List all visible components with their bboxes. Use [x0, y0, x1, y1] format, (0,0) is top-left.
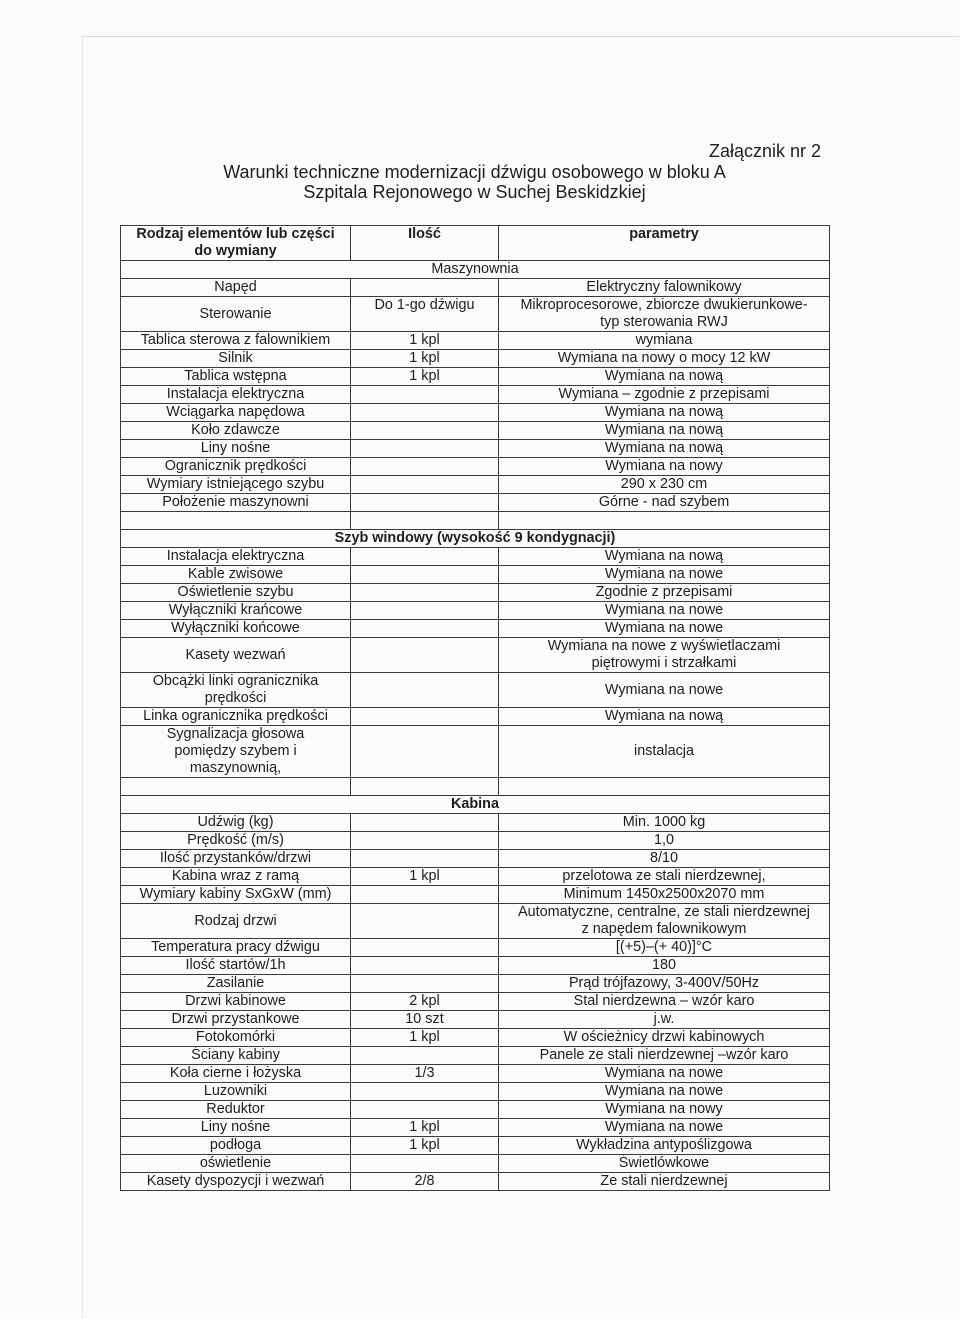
table-row	[121, 904, 830, 939]
parameters-cell: Wymiana na nową	[499, 404, 830, 422]
quantity-cell	[351, 476, 499, 494]
quantity-cell: 1 kpl	[351, 1119, 499, 1137]
quantity-cell	[351, 440, 499, 458]
element-cell: Drzwi kabinowe	[121, 993, 351, 1011]
quantity-cell: 1 kpl	[351, 350, 499, 368]
parameters-cell: instalacja	[499, 726, 830, 778]
title-line: Warunki techniczne modernizacji dźwigu osobowego w bloku A	[223, 162, 726, 182]
quantity-cell	[351, 422, 499, 440]
table-row	[121, 1047, 830, 1065]
element-cell: Kasety wezwań	[121, 638, 351, 673]
section-row-kabina	[121, 796, 830, 814]
element-cell: Ilość przystanków/drzwi	[121, 850, 351, 868]
parameters-cell: [(+5)–(+ 40)]°C	[499, 939, 830, 957]
table-row	[121, 566, 830, 584]
element-cell: Kable zwisowe	[121, 566, 351, 584]
table-row	[121, 422, 830, 440]
section-row-maszynownia	[121, 261, 830, 279]
specification-table	[120, 225, 830, 1191]
table-row	[121, 814, 830, 832]
parameters-cell: Wymiana na nowe	[499, 1119, 830, 1137]
quantity-cell	[351, 1101, 499, 1119]
element-cell: Linka ogranicznika prędkości	[121, 708, 351, 726]
parameters-cell: Wymiana na nową	[499, 548, 830, 566]
quantity-cell: 1 kpl	[351, 1137, 499, 1155]
section-title: Maszynownia	[121, 261, 830, 279]
table-row	[121, 368, 830, 386]
table-row	[121, 476, 830, 494]
parameters-cell: Elektryczny falownikowy	[499, 279, 830, 297]
parameters-cell: Min. 1000 kg	[499, 814, 830, 832]
parameters-cell: Wymiana na nowy	[499, 458, 830, 476]
quantity-cell: 1/3	[351, 1065, 499, 1083]
column-header-parameters: parametry	[499, 226, 830, 261]
quantity-cell	[351, 566, 499, 584]
parameters-cell: Świetlówkowe	[499, 1155, 830, 1173]
element-cell: Luzowniki	[121, 1083, 351, 1101]
parameters-cell: Wymiana na nową	[499, 422, 830, 440]
parameters-cell: Wymiana – zgodnie z przepisami	[499, 386, 830, 404]
table-row	[121, 584, 830, 602]
quantity-cell: 10 szt	[351, 1011, 499, 1029]
quantity-cell	[351, 548, 499, 566]
element-cell: Fotokomórki	[121, 1029, 351, 1047]
parameters-cell: 1,0	[499, 832, 830, 850]
quantity-cell	[351, 975, 499, 993]
document-title	[120, 162, 829, 202]
element-cell: oświetlenie	[121, 1155, 351, 1173]
quantity-cell	[351, 1047, 499, 1065]
element-cell: Obcążki linki ogranicznika prędkości	[121, 673, 351, 708]
document	[120, 140, 829, 1191]
quantity-cell: 1 kpl	[351, 1029, 499, 1047]
table-row	[121, 1119, 830, 1137]
quantity-cell	[351, 638, 499, 673]
table-row	[121, 350, 830, 368]
parameters-cell: 290 x 230 cm	[499, 476, 830, 494]
parameters-cell: wymiana	[499, 332, 830, 350]
section-title: Kabina	[121, 796, 830, 814]
element-cell: Sterowanie	[121, 297, 351, 332]
table-row	[121, 458, 830, 476]
parameters-cell: 8/10	[499, 850, 830, 868]
parameters-cell: Wymiana na nową	[499, 440, 830, 458]
quantity-cell	[351, 458, 499, 476]
element-cell: Ściany kabiny	[121, 1047, 351, 1065]
quantity-cell	[351, 904, 499, 939]
table-row	[121, 1173, 830, 1191]
blank-row	[121, 778, 830, 796]
parameters-cell: W ościeżnicy drzwi kabinowych	[499, 1029, 830, 1047]
quantity-cell	[351, 279, 499, 297]
parameters-cell: Wymiana na nową	[499, 368, 830, 386]
table-row	[121, 404, 830, 422]
table-row	[121, 886, 830, 904]
element-cell: Temperatura pracy dźwigu	[121, 939, 351, 957]
element-cell: Instalacja elektryczna	[121, 386, 351, 404]
element-cell: Ogranicznik prędkości	[121, 458, 351, 476]
table-row	[121, 1029, 830, 1047]
element-cell: Wyłączniki końcowe	[121, 620, 351, 638]
parameters-cell: j.w.	[499, 1011, 830, 1029]
quantity-cell	[351, 939, 499, 957]
parameters-cell: Minimum 1450x2500x2070 mm	[499, 886, 830, 904]
quantity-cell: 1 kpl	[351, 868, 499, 886]
parameters-cell: 180	[499, 957, 830, 975]
table-row	[121, 279, 830, 297]
table-row	[121, 850, 830, 868]
parameters-cell: Wymiana na nowe	[499, 1065, 830, 1083]
element-cell: Koło zdawcze	[121, 422, 351, 440]
parameters-cell: Wymiana na nowe	[499, 1083, 830, 1101]
parameters-cell: Wymiana na nowe	[499, 602, 830, 620]
quantity-cell: 2 kpl	[351, 993, 499, 1011]
table-row	[121, 1137, 830, 1155]
quantity-cell: Do 1-go dźwigu	[351, 297, 499, 332]
element-cell: Wyłączniki krańcowe	[121, 602, 351, 620]
table-row	[121, 440, 830, 458]
empty-cell	[351, 512, 499, 530]
column-header-quantity: Ilość	[351, 226, 499, 261]
element-cell: Zasilanie	[121, 975, 351, 993]
table-row	[121, 957, 830, 975]
parameters-cell: Wymiana na nowy	[499, 1101, 830, 1119]
column-header-element: Rodzaj elementów lub części do wymiany	[121, 226, 351, 261]
quantity-cell	[351, 708, 499, 726]
quantity-cell	[351, 494, 499, 512]
element-cell: Wciągarka napędowa	[121, 404, 351, 422]
annex-label: Załącznik nr 2	[708, 141, 821, 161]
table-row	[121, 494, 830, 512]
table-row	[121, 1083, 830, 1101]
table-row	[121, 297, 830, 332]
quantity-cell: 1 kpl	[351, 368, 499, 386]
element-cell: Liny nośne	[121, 1119, 351, 1137]
section-title: Szyb windowy (wysokość 9 kondygnacji)	[121, 530, 830, 548]
quantity-cell	[351, 957, 499, 975]
quantity-cell	[351, 602, 499, 620]
element-cell: Wymiary istniejącego szybu	[121, 476, 351, 494]
section-row-szyb	[121, 530, 830, 548]
empty-cell	[121, 778, 351, 796]
parameters-cell: Zgodnie z przepisami	[499, 584, 830, 602]
table-row	[121, 726, 830, 778]
quantity-cell	[351, 386, 499, 404]
element-cell: Liny nośne	[121, 440, 351, 458]
table-header-row	[121, 226, 830, 261]
table-row	[121, 602, 830, 620]
table-row	[121, 1065, 830, 1083]
quantity-cell	[351, 886, 499, 904]
quantity-cell	[351, 404, 499, 422]
element-cell: Rodzaj drzwi	[121, 904, 351, 939]
element-cell: Udźwig (kg)	[121, 814, 351, 832]
element-cell: Reduktor	[121, 1101, 351, 1119]
element-cell: Kasety dyspozycji i wezwań	[121, 1173, 351, 1191]
quantity-cell	[351, 584, 499, 602]
parameters-cell: Wymiana na nowe	[499, 566, 830, 584]
parameters-cell: Wykładzina antypoślizgowa	[499, 1137, 830, 1155]
element-cell: Instalacja elektryczna	[121, 548, 351, 566]
parameters-cell: Wymiana na nowe	[499, 620, 830, 638]
table-row	[121, 832, 830, 850]
element-cell: Kabina wraz z ramą	[121, 868, 351, 886]
table-row	[121, 939, 830, 957]
element-cell: Wymiary kabiny SxGxW (mm)	[121, 886, 351, 904]
element-cell: Położenie maszynowni	[121, 494, 351, 512]
quantity-cell	[351, 726, 499, 778]
empty-cell	[499, 512, 830, 530]
parameters-cell: Ze stali nierdzewnej	[499, 1173, 830, 1191]
element-cell: Koła cierne i łożyska	[121, 1065, 351, 1083]
parameters-cell: Górne - nad szybem	[499, 494, 830, 512]
table-row	[121, 975, 830, 993]
title-line: Szpitala Rejonowego w Suchej Beskidzkiej	[303, 182, 646, 202]
table-row	[121, 386, 830, 404]
parameters-cell: przelotowa ze stali nierdzewnej,	[499, 868, 830, 886]
quantity-cell	[351, 832, 499, 850]
element-cell: Napęd	[121, 279, 351, 297]
quantity-cell: 1 kpl	[351, 332, 499, 350]
element-cell: podłoga	[121, 1137, 351, 1155]
parameters-cell: Wymiana na nowy o mocy 12 kW	[499, 350, 830, 368]
table-row	[121, 620, 830, 638]
parameters-cell: Mikroprocesorowe, zbiorcze dwukierunkowe- typ sterowania RWJ	[499, 297, 830, 332]
table-row	[121, 1011, 830, 1029]
table-row	[121, 993, 830, 1011]
element-cell: Silnik	[121, 350, 351, 368]
quantity-cell	[351, 673, 499, 708]
empty-cell	[121, 512, 351, 530]
parameters-cell: Prąd trójfazowy, 3-400V/50Hz	[499, 975, 830, 993]
blank-row	[121, 512, 830, 530]
quantity-cell: 2/8	[351, 1173, 499, 1191]
element-cell: Oświetlenie szybu	[121, 584, 351, 602]
parameters-cell: Panele ze stali nierdzewnej –wzór karo	[499, 1047, 830, 1065]
empty-cell	[351, 778, 499, 796]
element-cell: Tablica wstępna	[121, 368, 351, 386]
table-row	[121, 868, 830, 886]
element-cell: Drzwi przystankowe	[121, 1011, 351, 1029]
empty-cell	[499, 778, 830, 796]
parameters-cell: Stal nierdzewna – wzór karo	[499, 993, 830, 1011]
element-cell: Prędkość (m/s)	[121, 832, 351, 850]
table-row	[121, 1101, 830, 1119]
quantity-cell	[351, 814, 499, 832]
table-row	[121, 673, 830, 708]
table-row	[121, 638, 830, 673]
parameters-cell: Automatyczne, centralne, ze stali nierdzewnej z napędem falownikowym	[499, 904, 830, 939]
parameters-cell: Wymiana na nową	[499, 708, 830, 726]
element-cell: Sygnalizacja głosowa pomiędzy szybem i maszynownią,	[121, 726, 351, 778]
table-row	[121, 708, 830, 726]
element-cell: Tablica sterowa z falownikiem	[121, 332, 351, 350]
quantity-cell	[351, 850, 499, 868]
quantity-cell	[351, 1083, 499, 1101]
parameters-cell: Wymiana na nowe	[499, 673, 830, 708]
parameters-cell: Wymiana na nowe z wyświetlaczami piętrowymi i strzałkami	[499, 638, 830, 673]
table-row	[121, 1155, 830, 1173]
table-row	[121, 548, 830, 566]
table-row	[121, 332, 830, 350]
quantity-cell	[351, 1155, 499, 1173]
quantity-cell	[351, 620, 499, 638]
element-cell: Ilość startów/1h	[121, 957, 351, 975]
